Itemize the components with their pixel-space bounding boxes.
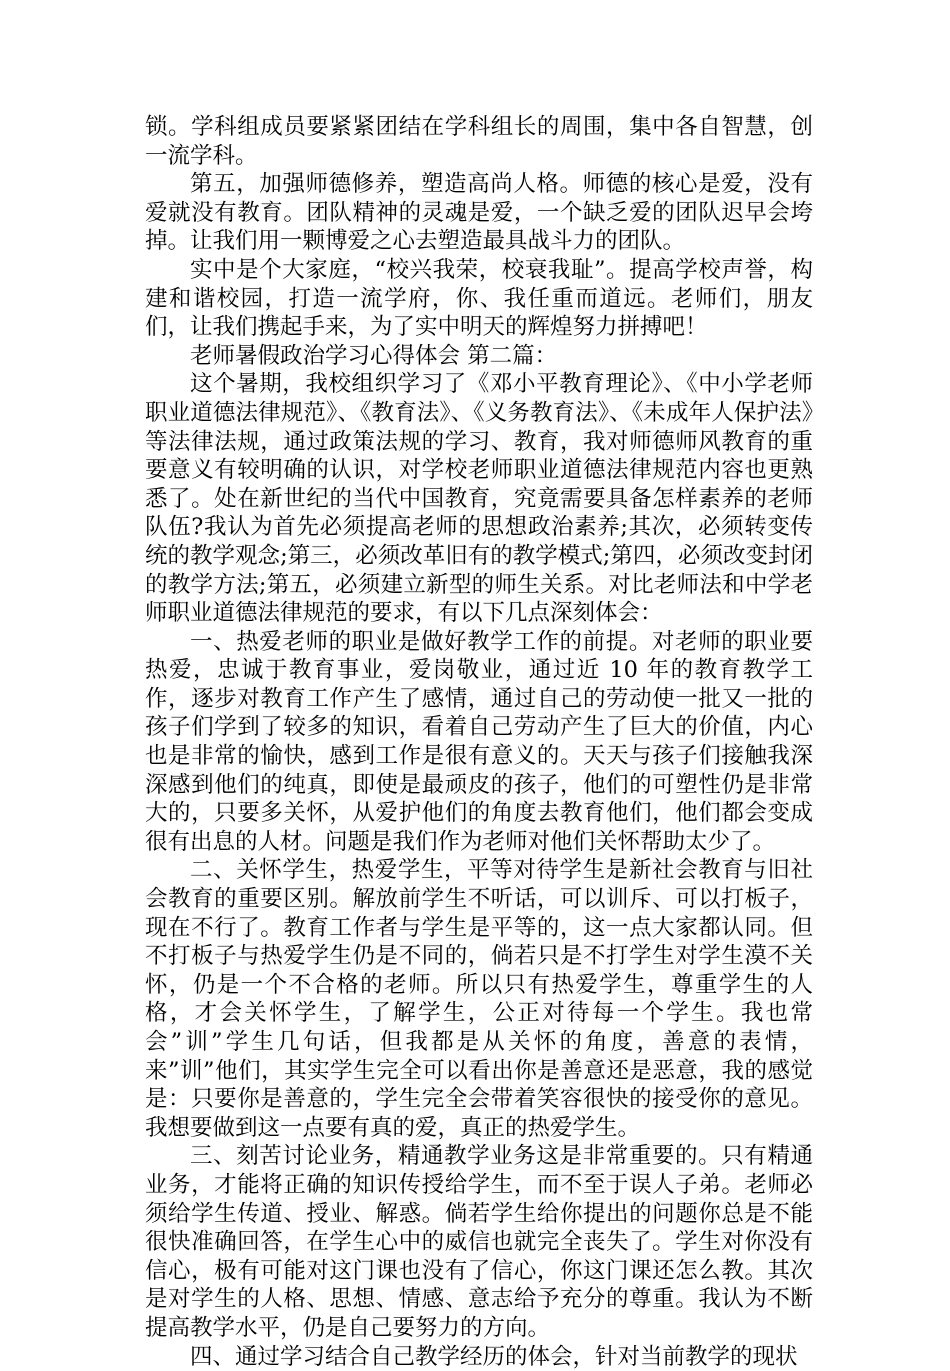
paragraph-school-family: 实中是个大家庭，“校兴我荣，校衰我耻”。提高学校声誉，构建和谐校园，打造一流学府，你、我任重而道远。老师们，朋友们，让我们携起手来，为了实中明天的辉煌努力拼搏吧！ xyxy=(145,256,813,341)
paragraph-point-two: 二、关怀学生，热爱学生，平等对待学生是新社会教育与旧社会教育的重要区别。解放前学生不听话，可以训斥、可以打板子，现在不行了。教育工作者与学生是平等的，这一点大家都认同。但不打板子与热爱学生仍是不同的，倘若只是不打学生对学生漠不关怀，仍是一个不合格的老师。所以只有热爱学生，尊重学生的人格，才会关怀学生，了解学生，公正对待每一个学生。我也常会”训”学生几句话，但我都是从关怀的角度，善意的表情，来”训”他们，其实学生完全可以看出你是善意还是恶意，我的感觉是：只要你是善意的，学生完全会带着笑容很快的接受你的意见。我想要做到这一点要有真的爱，真正的热爱学生。 xyxy=(145,857,813,1141)
paragraph-teacher-ethics: 第五，加强师德修养，塑造高尚人格。师德的核心是爱，没有爱就没有教育。团队精神的灵魂是爱，一个缺乏爱的团队迟早会垮掉。让我们用一颗博爱之心去塑造最具战斗力的团队。 xyxy=(145,171,813,255)
paragraph-continuation: 锁。学科组成员要紧紧团结在学科组长的周围，集中各自智慧，创一流学科。 xyxy=(145,114,813,169)
paragraph-point-four: 四、通过学习结合自己教学经历的体会，针对当前教学的现状 xyxy=(190,1343,798,1370)
paragraph-point-three: 三、刻苦讨论业务，精通教学业务这是非常重要的。只有精通业务，才能将正确的知识传授给学生，而不至于误人子弟。老师必须给学生传道、授业、解惑。倘若学生给你提出的问题你总是不能很快准确回答，在学生心中的威信也就完全丧失了。学生对你没有信心，极有可能对这门课也没有了信心，你这门课还怎么教。其次是对学生的人格、思想、情感、意志给予充分的尊重。我认为不断提高教学水平，仍是自己要努力的方向。 xyxy=(145,1143,813,1341)
paragraph-summer-study: 这个暑期，我校组织学习了《邓小平教育理论》、《中小学老师职业道德法律规范》、《教育法》、《义务教育法》、《未成年人保护法》等法律法规，通过政策法规的学习、教育，我对师德师风教育的重要意义有较明确的认识，对学校老师职业道德法律规范内容也更熟悉了。处在新世纪的当代中国教育，究竟需要具备怎样素养的老师队伍?我认为首先必须提高老师的思想政治素养;其次，必须转变传统的教学观念;第三，必须改革旧有的教学模式;第四，必须改变封闭的教学方法;第五，必须建立新型的师生关系。对比老师法和中学老师职业道德法律规范的要求，有以下几点深刻体会： xyxy=(145,371,813,627)
section-heading-part-two: 老师暑假政治学习心得体会 第二篇： xyxy=(190,342,558,369)
paragraph-point-one: 一、热爱老师的职业是做好教学工作的前提。对老师的职业要热爱，忠诚于教育事业，爱岗敬业，通过近 10 年的教育教学工作，逐步对教育工作产生了感情，通过自己的劳动使一批又一批的孩子们学到了较多的知识，看着自己劳动产生了巨大的价值，内心也是非常的愉快，感到工作是很有意义的。天天与孩子们接触我深深感到他们的纯真，即使是最顽皮的孩子，他们的可塑性仍是非常大的，只要多关怀，从爱护他们的角度去教育他们，他们都会变成很有出息的人材。问题是我们作为老师对他们关怀帮助太少了。 xyxy=(145,628,813,855)
document-body xyxy=(145,113,813,1371)
